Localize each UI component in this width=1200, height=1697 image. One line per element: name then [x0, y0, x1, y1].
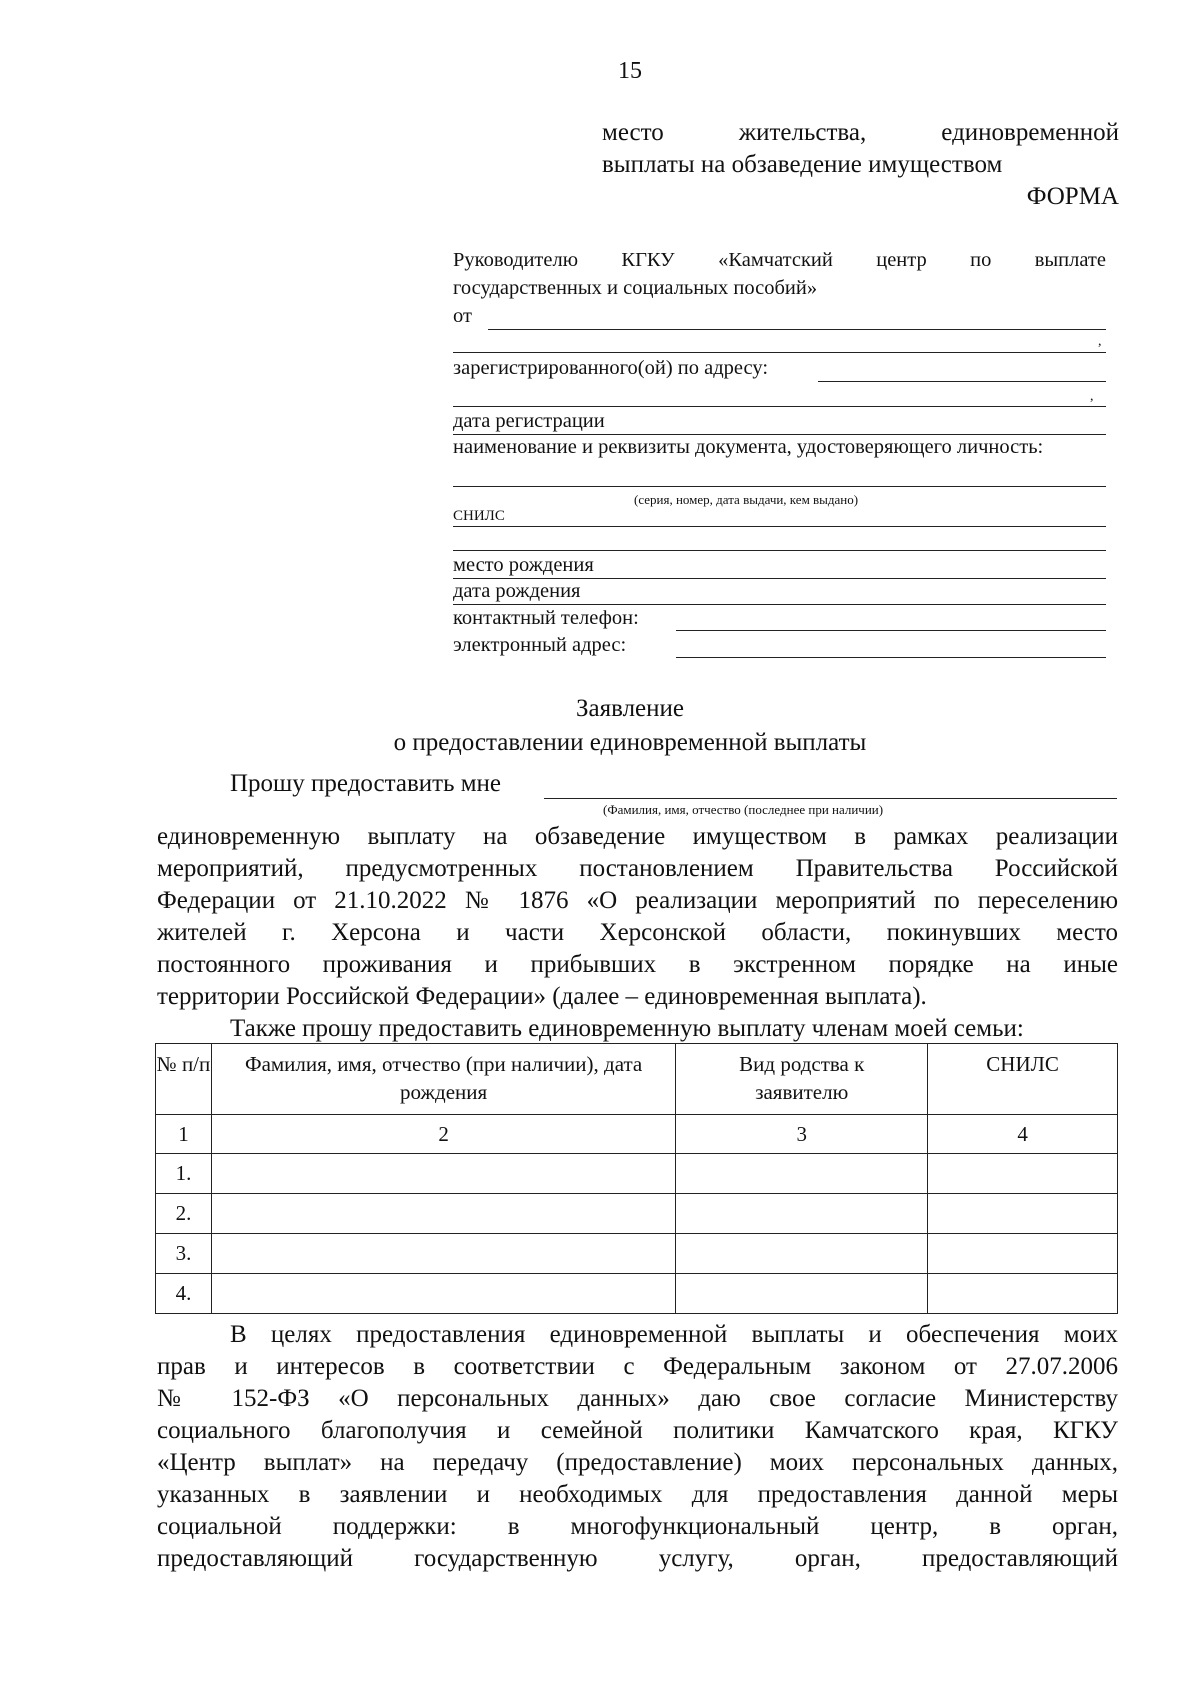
- id-document-field-line[interactable]: [453, 486, 1106, 487]
- phone-field-line[interactable]: [676, 630, 1106, 631]
- header-word: единовременной: [941, 119, 1119, 146]
- relation-cell[interactable]: [676, 1274, 928, 1314]
- from-field-line-2[interactable]: [453, 352, 1106, 353]
- body-line: мероприятий, предусмотренных постановлением Правительства Российской: [157, 855, 1118, 882]
- column-number: 1: [156, 1115, 212, 1154]
- header-word: место: [602, 119, 664, 146]
- email-field-line[interactable]: [676, 657, 1106, 658]
- consent-line: предоставляющий государственную услугу, орган, предоставляющий: [157, 1545, 1118, 1572]
- phone-label: контактный телефон:: [453, 607, 639, 629]
- row-number: 4.: [156, 1274, 212, 1314]
- row-number: 2.: [156, 1194, 212, 1234]
- from-label: от: [453, 305, 472, 327]
- consent-line: прав и интересов в соответствии с Федеральным законом от 27.07.2006: [157, 1353, 1118, 1380]
- body-line: жителей г. Херсона и части Херсонской области, покинувших место: [157, 919, 1118, 946]
- registered-field-line-2[interactable]: [453, 406, 1106, 407]
- statement-body: [157, 821, 1118, 1013]
- column-numbers-row: [156, 1115, 1118, 1154]
- table-row: [156, 1234, 1118, 1274]
- header-line-1: [602, 117, 1119, 149]
- comma: ,: [1098, 334, 1102, 349]
- name-cell[interactable]: [211, 1274, 675, 1314]
- snils-cell[interactable]: [928, 1154, 1118, 1194]
- header-number: № п/п: [156, 1044, 212, 1115]
- row-number: 1.: [156, 1154, 212, 1194]
- statement-title: Заявление: [575, 695, 685, 722]
- body-line: Федерации от 21.10.2022 № 1876 «О реализации мероприятий по переселению: [157, 887, 1118, 914]
- registration-date-field-line[interactable]: [453, 434, 1106, 435]
- body-line: единовременную выплату на обзаведение имуществом в рамках реализации: [157, 823, 1118, 850]
- consent-line: «Центр выплат» на передачу (предоставление) моих персональных данных,: [157, 1449, 1118, 1476]
- consent-line: социальной поддержки: в многофункциональный центр, в орган,: [157, 1513, 1118, 1540]
- addressee-word: «Камчатский: [718, 249, 833, 271]
- body-line: территории Российской Федерации» (далее – единовременная выплата).: [157, 983, 927, 1010]
- snils-field-line-2[interactable]: [453, 550, 1106, 551]
- header-full-name: Фамилия, имя, отчество (при наличии), дата рождения: [211, 1044, 675, 1115]
- addressee-line-1: [453, 249, 1106, 272]
- snils-cell[interactable]: [928, 1274, 1118, 1314]
- column-number: 4: [928, 1115, 1118, 1154]
- snils-field-line[interactable]: [453, 526, 1106, 527]
- snils-cell[interactable]: [928, 1194, 1118, 1234]
- applicant-name-field-line[interactable]: [544, 798, 1117, 799]
- addressee-word: КГКУ: [621, 249, 675, 271]
- email-label: электронный адрес:: [453, 634, 627, 656]
- birth-place-label: место рождения: [453, 554, 594, 576]
- comma: ,: [1090, 389, 1094, 404]
- form-label: ФОРМА: [1026, 183, 1119, 210]
- table-header-row: [156, 1044, 1118, 1115]
- from-field-line[interactable]: [488, 329, 1106, 330]
- addressee-line-2: государственных и социальных пособий»: [453, 277, 818, 299]
- header-relation: Вид родства к заявителю: [676, 1044, 928, 1115]
- name-hint: (Фамилия, имя, отчество (последнее при наличии): [603, 802, 884, 817]
- relation-cell[interactable]: [676, 1154, 928, 1194]
- table-row: [156, 1274, 1118, 1314]
- consent-line: указанных в заявлении и необходимых для предоставления данной меры: [157, 1481, 1118, 1508]
- consent-line: В целях предоставления единовременной выплаты и обеспечения моих: [230, 1321, 1118, 1348]
- form-header: [602, 117, 1119, 213]
- birth-date-field-line[interactable]: [453, 604, 1106, 605]
- statement-subtitle: о предоставлении единовременной выплаты: [393, 729, 867, 756]
- snils-label: СНИЛС: [453, 508, 505, 524]
- addressee-word: выплате: [1034, 249, 1106, 271]
- relation-cell[interactable]: [676, 1234, 928, 1274]
- table-row: [156, 1194, 1118, 1234]
- family-intro: Также прошу предоставить единовременную выплату членам моей семьи:: [230, 1015, 1024, 1042]
- id-document-label: наименование и реквизиты документа, удостоверяющего личность:: [453, 436, 1044, 458]
- consent-paragraph: [157, 1319, 1118, 1575]
- name-cell[interactable]: [211, 1234, 675, 1274]
- addressee-word: центр: [876, 249, 927, 271]
- family-table: [155, 1043, 1118, 1314]
- header-word: жительства,: [738, 119, 867, 146]
- id-document-hint: (серия, номер, дата выдачи, кем выдано): [634, 492, 859, 507]
- relation-cell[interactable]: [676, 1194, 928, 1234]
- consent-line: № 152-ФЗ «О персональных данных» даю свое согласие Министерству: [157, 1385, 1118, 1412]
- name-cell[interactable]: [211, 1154, 675, 1194]
- body-line: постоянного проживания и прибывших в экстренном порядке на иные: [157, 951, 1118, 978]
- table-row: [156, 1154, 1118, 1194]
- addressee-word: по: [970, 249, 992, 271]
- page-number: 15: [618, 58, 642, 84]
- column-number: 3: [676, 1115, 928, 1154]
- row-number: 3.: [156, 1234, 212, 1274]
- snils-cell[interactable]: [928, 1234, 1118, 1274]
- birth-place-field-line[interactable]: [453, 578, 1106, 579]
- registration-date-label: дата регистрации: [453, 410, 605, 432]
- name-cell[interactable]: [211, 1194, 675, 1234]
- column-number: 2: [211, 1115, 675, 1154]
- consent-line: социального благополучия и семейной политики Камчатского края, КГКУ: [157, 1417, 1118, 1444]
- header-line-2: выплаты на обзаведение имуществом: [602, 151, 1003, 178]
- registered-label: зарегистрированного(ой) по адресу:: [453, 357, 769, 379]
- header-snils: СНИЛС: [928, 1044, 1118, 1115]
- registered-field-line[interactable]: [818, 381, 1106, 382]
- request-prefix: Прошу предоставить мне: [230, 770, 502, 797]
- addressee-word: Руководителю: [453, 249, 579, 271]
- birth-date-label: дата рождения: [453, 580, 581, 602]
